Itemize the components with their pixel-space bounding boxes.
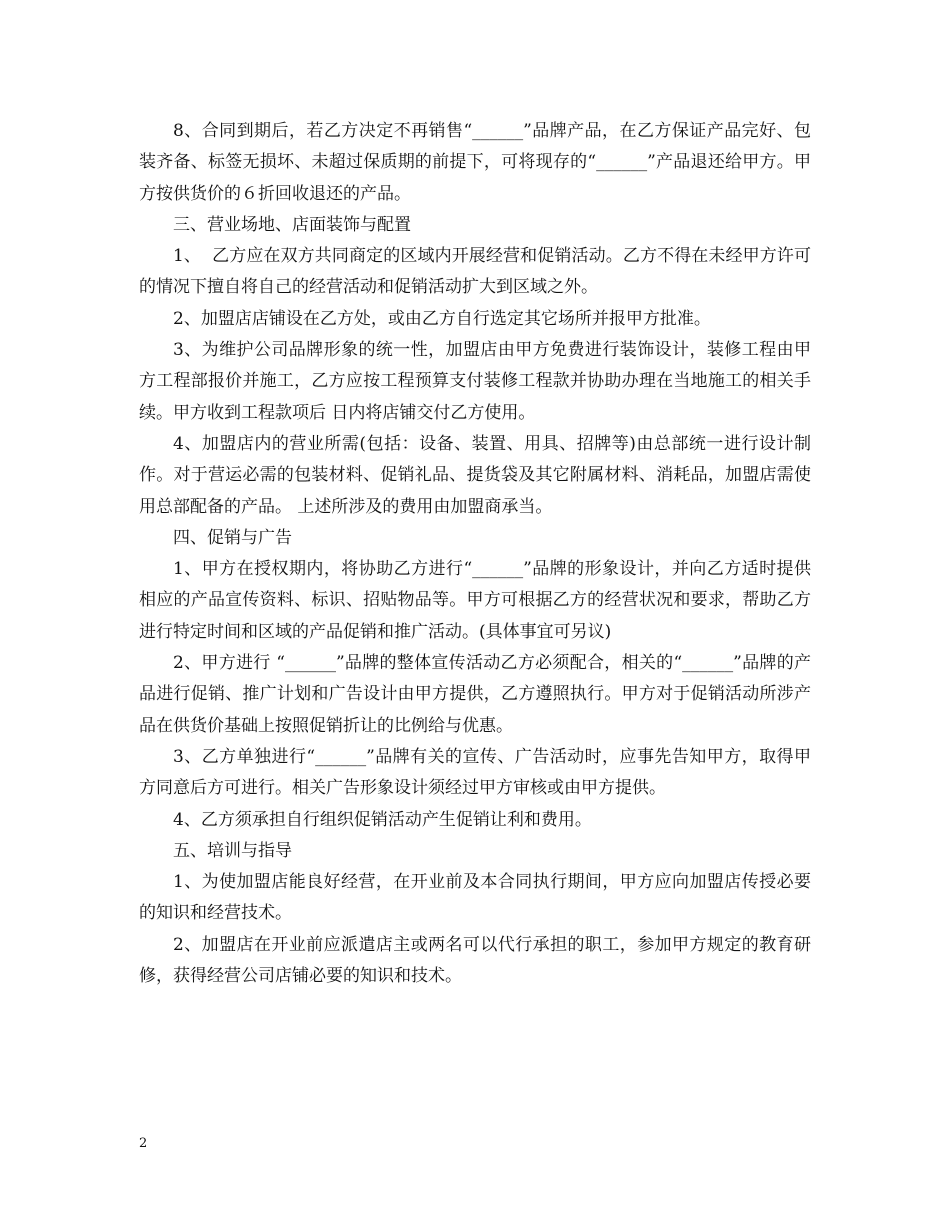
clause-2-brand-campaign: 2、甲方进行 “______”品牌的整体宣传活动乙方必须配合，相关的“______”品牌的产品进行促销、推广计划和广告设计由甲方提供，乙方遵照执行。甲方对于促销活动所涉产品在供货价基础上按照促销折让的比例给与优惠。: [139, 653, 811, 736]
clause-1-business-area: 1、 乙方应在双方共同商定的区域内开展经营和促销活动。乙方不得在未经甲方许可的情况下擅自将自己的经营活动和促销活动扩大到区域之外。: [139, 246, 811, 298]
document-body: [139, 116, 811, 992]
clause-2-store-location: 2、加盟店店铺设在乙方处，或由乙方自行选定其它场所并报甲方批准。: [173, 308, 711, 329]
clause-1-brand-image: 1、甲方在授权期内，将协助乙方进行“______”品牌的形象设计，并向乙方适时提供相应的产品宣传资料、标识、招贴物品等。甲方可根据乙方的经营状况和要求，帮助乙方进行特定时间和区域的产品促销和推广活动。(具体事宜可另议): [139, 559, 811, 642]
clause-3-independent-ads: 3、乙方单独进行“______”品牌有关的宣传、广告活动时，应事先告知甲方，取得甲方同意后方可进行。相关广告形象设计须经过甲方审核或由甲方提供。: [139, 746, 811, 799]
clause-2-staff-training: 2、加盟店在开业前应派遣店主或两名可以代行承担的职工，参加甲方规定的教育研修，获得经营公司店铺必要的知识和技术。: [139, 934, 811, 987]
clause-1-training-knowledge: 1、为使加盟店能良好经营，在开业前及本合同执行期间，甲方应向加盟店传授必要的知识和经营技术。: [139, 872, 811, 924]
clause-4-equipment: 4、加盟店内的营业所需(包括：设备、装置、用具、招牌等)由总部统一进行设计制作。对于营运必需的包装材料、促销礼品、提货袋及其它附属材料、消耗品，加盟店需使用总部配备的产品。 上述所涉及的费用由加盟商承当。: [139, 433, 811, 517]
page-number: 2: [139, 1136, 148, 1151]
section-heading-premises: 三、营业场地、店面装饰与配置: [173, 214, 411, 235]
clause-8-return-products: 8、合同到期后，若乙方决定不再销售“______”品牌产品，在乙方保证产品完好、包装齐备、标签无损坏、未超过保质期的前提下，可将现存的“______”产品退还给甲方。甲方按供货价的６折回收退还的产品。: [139, 121, 811, 204]
clause-4-promotion-costs: 4、乙方须承担自行组织促销活动产生促销让利和费用。: [173, 809, 592, 830]
clause-3-decoration: 3、为维护公司品牌形象的统一性，加盟店由甲方免费进行装饰设计，装修工程由甲方工程部报价并施工，乙方应按工程预算支付装修工程款并协助办理在当地施工的相关手续。甲方收到工程款项后 日内将店铺交付乙方使用。: [139, 340, 811, 423]
section-heading-training: 五、培训与指导: [173, 840, 292, 861]
section-heading-promotion: 四、促销与广告: [173, 527, 292, 548]
